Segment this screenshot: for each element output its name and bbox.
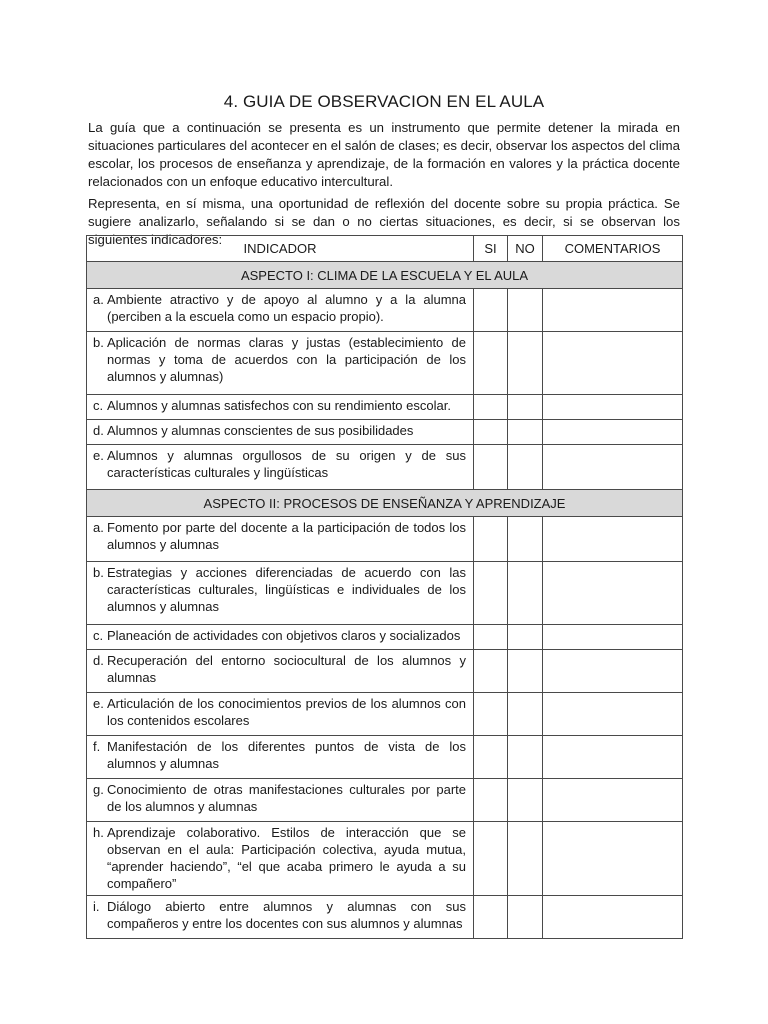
indicator-content [93,564,466,615]
si-cell[interactable] [474,445,508,490]
no-cell[interactable] [508,736,543,779]
indicator-cell [87,896,474,939]
indicator-cell [87,289,474,332]
no-cell[interactable] [508,896,543,939]
indicator-letter: g. [93,782,104,797]
indicator-row [87,693,683,736]
indicator-text: Fomento por parte del docente a la participación de todos los alumnos y alumnas [107,520,466,552]
indicator-row [87,289,683,332]
aspect-title: ASPECTO I: CLIMA DE LA ESCUELA Y EL AULA [87,262,683,289]
indicator-cell [87,445,474,490]
header-indicador: INDICADOR [87,236,474,262]
comentarios-cell[interactable] [543,736,683,779]
indicator-text: Ambiente atractivo y de apoyo al alumno y a la alumna (perciben a la escuela como un espacio propio). [107,292,466,324]
observation-table [86,235,683,939]
indicator-row [87,395,683,420]
indicator-text: Alumnos y alumnas orgullosos de su origen y de sus características culturales y lingüísticas [107,448,466,480]
comentarios-cell[interactable] [543,650,683,693]
indicator-content [93,898,466,932]
indicator-text: Diálogo abierto entre alumnos y alumnas con sus compañeros y entre los docentes con sus alumnos y alumnas [107,899,466,931]
si-cell[interactable] [474,625,508,650]
si-cell[interactable] [474,562,508,625]
indicator-letter: e. [93,448,104,463]
si-cell[interactable] [474,517,508,562]
indicator-content [93,824,466,892]
comentarios-cell[interactable] [543,896,683,939]
comentarios-cell[interactable] [543,562,683,625]
intro-paragraph: La guía que a continuación se presenta es un instrumento que permite detener la mirada en situaciones particulares del acontecer en el salón de clases; es decir, observar los aspectos del clima escolar, los procesos de enseñanza y aprendizaje, de la formación en valores y la práctica docente relacionados con un enfoque educativo intercultural. [88,120,680,189]
comentarios-cell[interactable] [543,779,683,822]
indicator-row [87,625,683,650]
indicator-cell [87,625,474,650]
indicator-row [87,420,683,445]
indicator-letter: a. [93,292,104,307]
comentarios-cell[interactable] [543,822,683,896]
indicator-cell [87,332,474,395]
indicator-row [87,445,683,490]
indicator-cell [87,517,474,562]
indicator-text: Conocimiento de otras manifestaciones culturales por parte de los alumnos y alumnas [107,782,466,814]
si-cell[interactable] [474,693,508,736]
indicator-text: Recuperación del entorno sociocultural de los alumnos y alumnas [107,653,466,685]
indicator-letter: b. [93,565,104,580]
header-no: NO [508,236,543,262]
indicator-row [87,517,683,562]
no-cell[interactable] [508,395,543,420]
comentarios-cell[interactable] [543,420,683,445]
no-cell[interactable] [508,445,543,490]
indicator-text: Alumnos y alumnas conscientes de sus posibilidades [107,423,414,438]
no-cell[interactable] [508,650,543,693]
no-cell[interactable] [508,517,543,562]
no-cell[interactable] [508,420,543,445]
indicator-letter: e. [93,696,104,711]
table-header-row [87,236,683,262]
indicator-row [87,562,683,625]
si-cell[interactable] [474,420,508,445]
indicator-content [93,334,466,385]
indicator-letter: i. [93,899,100,914]
indicator-text: Manifestación de los diferentes puntos de vista de los alumnos y alumnas [107,739,466,771]
si-cell[interactable] [474,779,508,822]
comentarios-cell[interactable] [543,517,683,562]
indicator-letter: d. [93,653,104,668]
comentarios-cell[interactable] [543,693,683,736]
no-cell[interactable] [508,625,543,650]
si-cell[interactable] [474,822,508,896]
si-cell[interactable] [474,332,508,395]
table-body [87,262,683,939]
aspect-row [87,262,683,289]
indicator-content [93,695,466,729]
no-cell[interactable] [508,693,543,736]
indicator-cell [87,650,474,693]
comentarios-cell[interactable] [543,289,683,332]
indicator-row [87,779,683,822]
indicator-content [93,627,466,644]
no-cell[interactable] [508,332,543,395]
table-header [87,236,683,262]
aspect-row [87,490,683,517]
indicator-cell [87,395,474,420]
indicator-content [93,652,466,686]
comentarios-cell[interactable] [543,625,683,650]
indicator-content [93,397,466,414]
indicator-letter: b. [93,335,104,350]
aspect-title: ASPECTO II: PROCESOS DE ENSEÑANZA Y APRENDIZAJE [87,490,683,517]
si-cell[interactable] [474,736,508,779]
indicator-row [87,650,683,693]
indicator-cell [87,736,474,779]
comentarios-cell[interactable] [543,332,683,395]
indicator-content [93,738,466,772]
indicator-letter: a. [93,520,104,535]
comentarios-cell[interactable] [543,445,683,490]
intro-paragraph: Representa, en sí misma, una oportunidad de reflexión del docente sobre su propia práctica. Se sugiere analizarlo, señalando si se dan o no ciertas situaciones, es decir, si se observan los siguientes indicadores: [88,196,680,247]
indicator-row [87,822,683,896]
si-cell[interactable] [474,896,508,939]
no-cell[interactable] [508,289,543,332]
indicator-letter: d. [93,423,104,438]
document-title: 4. GUIA DE OBSERVACION EN EL AULA [223,92,545,111]
indicator-cell [87,822,474,896]
indicator-text: Articulación de los conocimientos previos de los alumnos con los contenidos escolares [107,696,466,728]
indicator-cell [87,562,474,625]
indicator-letter: h. [93,825,104,840]
indicator-letter: c. [93,398,104,413]
indicator-content [93,447,466,481]
no-cell[interactable] [508,779,543,822]
indicator-letter: f. [93,739,101,754]
indicator-letter: c. [93,628,104,643]
indicator-text: Estrategias y acciones diferenciadas de acuerdo con las características culturales, lingüísticas e individuales de los alumnos y alumnas [107,565,466,614]
indicator-content [93,291,466,325]
header-comentarios: COMENTARIOS [543,236,683,262]
no-cell[interactable] [508,562,543,625]
comentarios-cell[interactable] [543,395,683,420]
indicator-cell [87,779,474,822]
indicator-row [87,736,683,779]
indicator-content [93,519,466,553]
indicator-cell [87,420,474,445]
indicator-cell [87,693,474,736]
indicator-text: Aplicación de normas claras y justas (establecimiento de normas y toma de acuerdos con la participación de los alumnos y alumnas) [107,335,466,384]
indicator-text: Alumnos y alumnas satisfechos con su rendimiento escolar. [107,398,451,413]
indicator-text: Planeación de actividades con objetivos claros y socializados [107,628,461,643]
si-cell[interactable] [474,395,508,420]
indicator-row [87,896,683,939]
si-cell[interactable] [474,289,508,332]
indicator-row [87,332,683,395]
no-cell[interactable] [508,822,543,896]
si-cell[interactable] [474,650,508,693]
indicator-text: Aprendizaje colaborativo. Estilos de interacción que se observan en el aula: Participación colectiva, ayuda mutua, “aprender haciendo”, “el que acaba primero le ayuda a su compañero” [107,825,466,891]
indicator-content [93,781,466,815]
indicator-content [93,422,466,439]
header-si: SI [474,236,508,262]
